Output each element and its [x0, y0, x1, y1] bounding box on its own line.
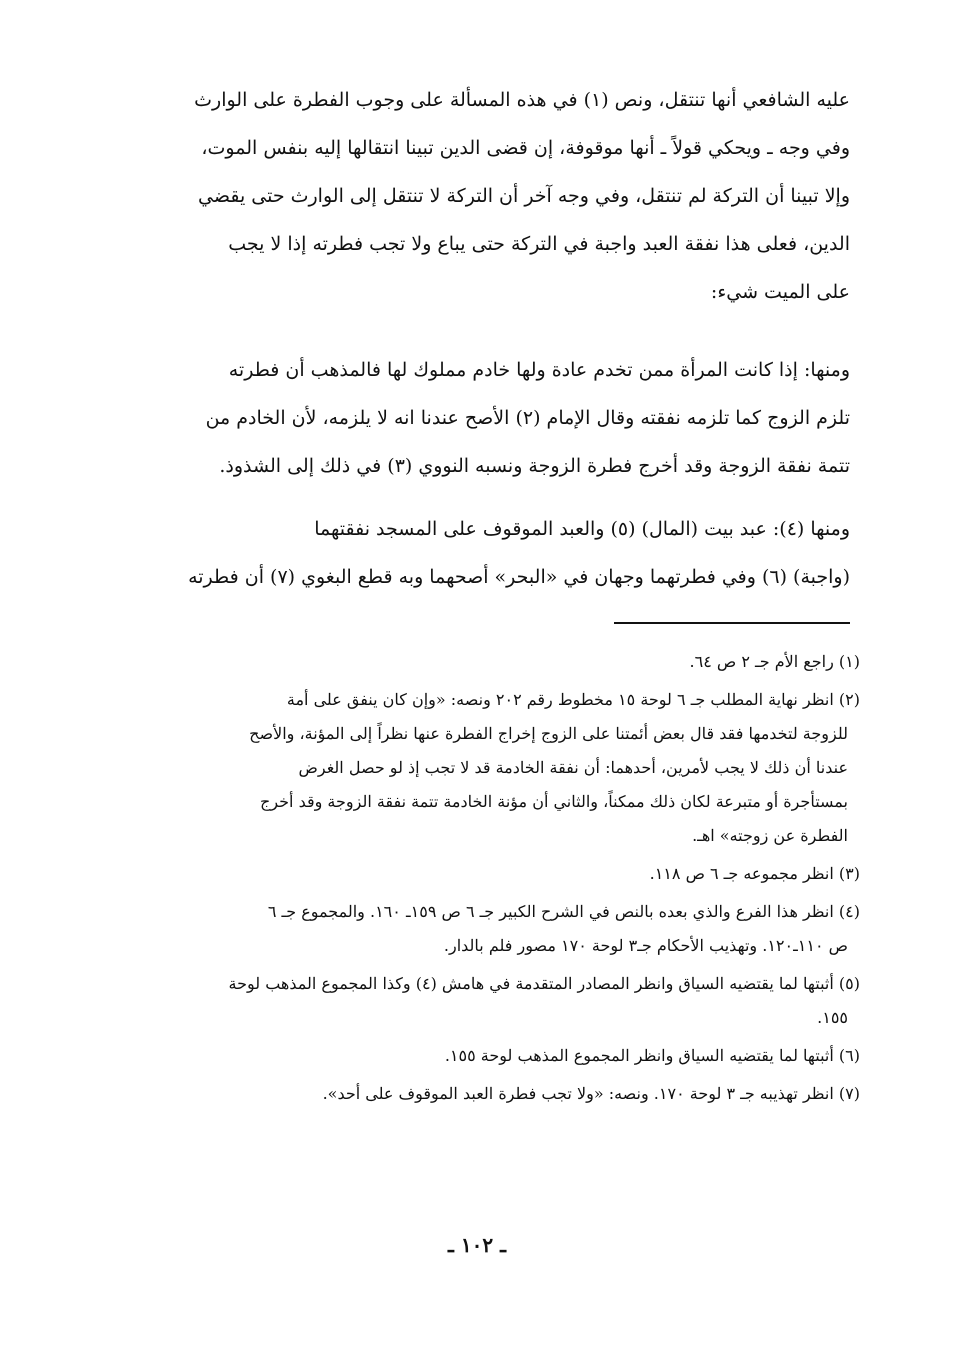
footnote-line: (٤) انظر هذا الفرع والذي بعده بالنص في الشرح الكبير جـ ٦ ص ١٥٩ـ ١٦٠. والمجموع جـ ٦	[267, 902, 860, 921]
footnote-7	[110, 1077, 860, 1111]
footnote-line: للزوجة لتخدمها فقد قال بعض أئمتنا على الزوج إخراج الفطرة عنها نظراً إلى المؤنة، والأصح	[249, 724, 848, 743]
text-line: ومنها (٤): عبد بيت (المال) (٥) والعبد الموقوف على المسجد نفقتهما	[314, 518, 850, 540]
footnote-line: (١) راجع الأم جـ ٢ ص ٦٤.	[689, 652, 860, 671]
footnote-line: الفطرة عن زوجته» اهـ.	[692, 826, 848, 845]
footnote-line: (٦) أثبتها لما يقتضيه السياق وانظر المجموع المذهب لوحة ١٥٥.	[444, 1046, 860, 1065]
footnote-line: (٣) انظر مجموعه جـ ٦ ص ١١٨.	[649, 864, 860, 883]
text-line: عليه الشافعي أنها تنتقل، ونص (١) في هذه المسألة على وجوب الفطرة على الوارث	[194, 89, 850, 111]
footnote-line: عندنا أن ذلك لا يجب لأمرين، أحدهما: أن نفقة الخادمة قد لا تجب إذ لو حصل الغرض	[298, 758, 848, 777]
footnote-1	[110, 645, 860, 679]
footnote-line: (٥) أثبتها لما يقتضيه السياق وانظر المصادر المتقدمة في هامش (٤) وكذا المجموع المذهب لوحة	[228, 974, 860, 993]
text-line: على الميت شيء:	[710, 281, 850, 303]
text-line: تتمة نفقة الزوجة وقد أخرج فطرة الزوجة ونسبه النووي (٣) في ذلك إلى الشذوذ.	[219, 455, 850, 477]
footnote-line: بمستأجرة أو متبرعة لكان ذلك ممكناً، والثاني أن مؤنة الخادمة تتمة نفقة الزوجة وقد أخرج	[259, 792, 848, 811]
footnote-6	[110, 1039, 860, 1073]
text-line: تلزم الزوج كما تلزمه نفقته وقال الإمام (٢) الأصح عندنا انه لا يلزمه، لأن الخادم من	[205, 407, 850, 429]
footnote-line: (٢) انظر نهاية المطلب جـ ٦ لوحة ١٥ مخطوط رقم ٢٠٢ ونصه: «وإن كان ينفق على أمة	[286, 690, 860, 709]
footnote-line: ١٥٥.	[817, 1008, 848, 1027]
footnotes	[110, 645, 860, 1115]
body-paragraph	[110, 76, 850, 316]
text-line: (واجبة) (٦) وفي فطرتهما وجهان في «البحر» أصحهما وبه قطع البغوي (٧) أن فطرته	[188, 566, 850, 588]
footnote-4	[110, 895, 860, 963]
footnote-3	[110, 857, 860, 891]
footnote-5	[110, 967, 860, 1035]
footnote-2	[110, 683, 860, 853]
footnote-line: ص ١١٠ـ١٢٠. وتهذيب الأحكام جـ٣ لوحة ١٧٠ مصور فلم بالدار.	[443, 936, 848, 955]
text-line: وإلا تبينا أن التركة لم تنتقل، وفي وجه آخر أن التركة لا تنتقل إلى الوارث حتى يقضي	[198, 185, 850, 207]
text-line: ومنها: إذا كانت المرأة ممن تخدم عادة ولها خادم مملوك لها فالمذهب أن فطرته	[228, 359, 850, 381]
text-line: الدين، فعلى هذا نفقة العبد واجبة في التركة حتى يباع ولا تجب فطرته إذا لا يجب	[228, 233, 850, 255]
text-line: وفي وجه ـ ويحكي قولاً ـ أنها موقوفة، إن قضى الدين تبينا انتقالها إليه بنفس الموت،	[201, 137, 850, 159]
body-paragraph	[110, 505, 850, 601]
footnote-line: (٧) انظر تهذيبه جـ ٣ لوحة ١٧٠. ونصه: «ولا تجب فطرة العبد الموقوف على أحد».	[322, 1084, 860, 1103]
footnote-divider	[614, 622, 850, 624]
body-paragraph	[110, 346, 850, 490]
page-number: ـ ١٠٢ ـ	[448, 1233, 506, 1257]
